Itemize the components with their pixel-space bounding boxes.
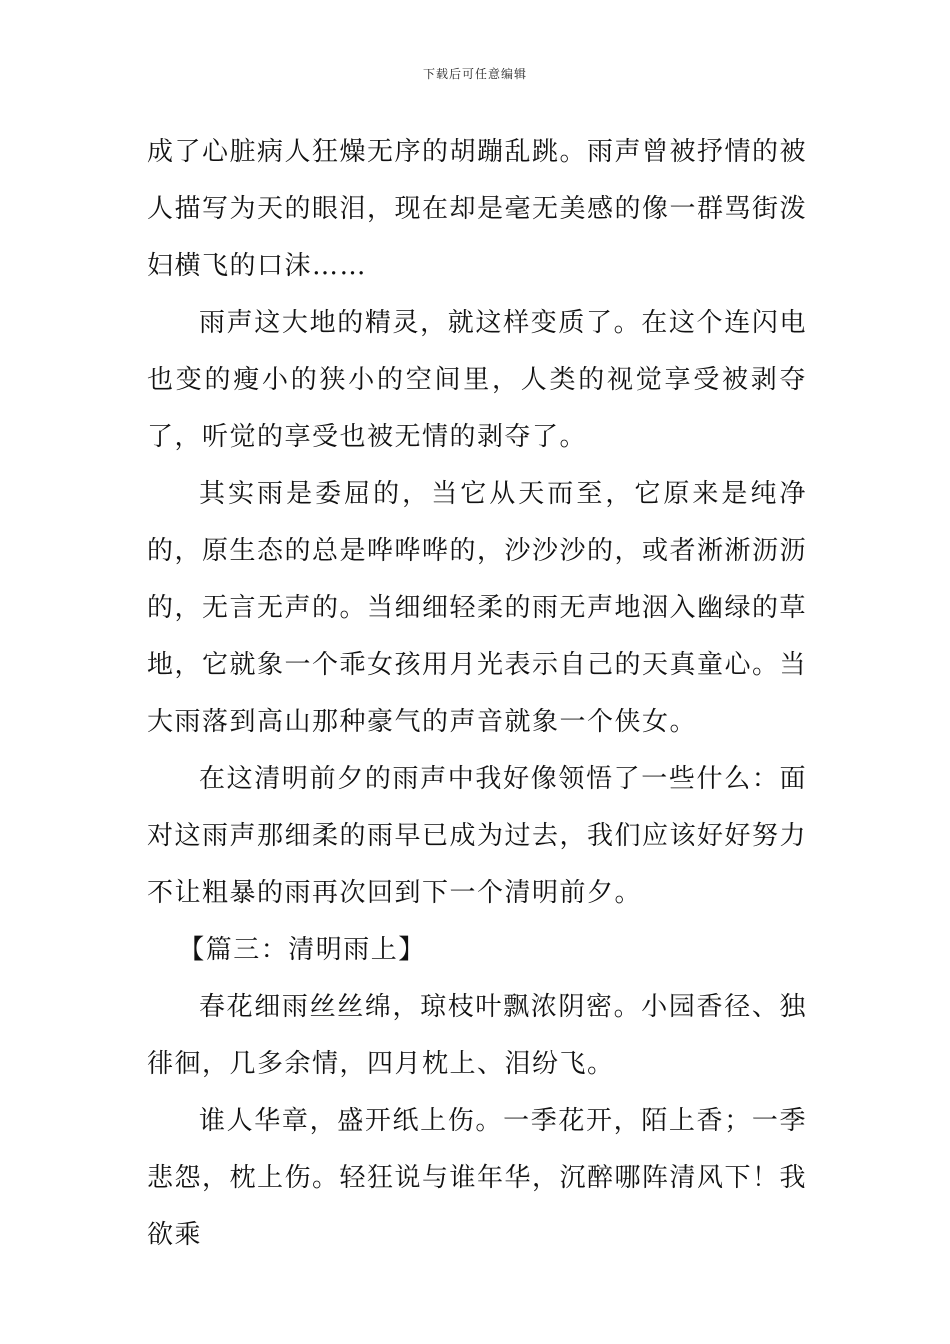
paragraph: 其实雨是委屈的，当它从天而至，它原来是纯净的，原生态的总是哗哗哗的，沙沙沙的，或者淅淅沥沥的，无言无声的。当细细轻柔的雨无声地洇入幽绿的草地，它就象一个乖女孩用月光表示自己的天真童心。当大雨落到高山那种豪气的声音就象一个侠女。 bbox=[147, 479, 808, 737]
paragraph: 在这清明前夕的雨声中我好像领悟了一些什么：面对这雨声那细柔的雨早已成为过去，我们应该好好努力不让粗暴的雨再次回到下一个清明前夕。 bbox=[147, 764, 808, 908]
paragraph: 谁人华章，盛开纸上伤。一季花开，陌上香；一季悲怨，枕上伤。轻狂说与谁年华，沉醉哪阵清风下！我欲乘 bbox=[147, 1106, 808, 1250]
paragraph: 雨声这大地的精灵，就这样变质了。在这个连闪电也变的瘦小的狭小的空间里，人类的视觉享受被剥夺了，听觉的享受也被无情的剥夺了。 bbox=[147, 308, 807, 452]
page-header: 下载后可任意编辑 bbox=[422, 67, 527, 81]
paragraph: 春花细雨丝丝绵，琼枝叶飘浓阴密。小园香径、独徘徊，几多余情，四月枕上、泪纷飞。 bbox=[147, 992, 807, 1079]
section-heading: 【篇三：清明雨上】 bbox=[178, 935, 426, 965]
document-body bbox=[147, 124, 807, 1264]
paragraph: 成了心脏病人狂燥无序的胡蹦乱跳。雨声曾被抒情的被人描写为天的眼泪，现在却是毫无美感的像一群骂街泼妇横飞的口沫…… bbox=[147, 137, 808, 281]
